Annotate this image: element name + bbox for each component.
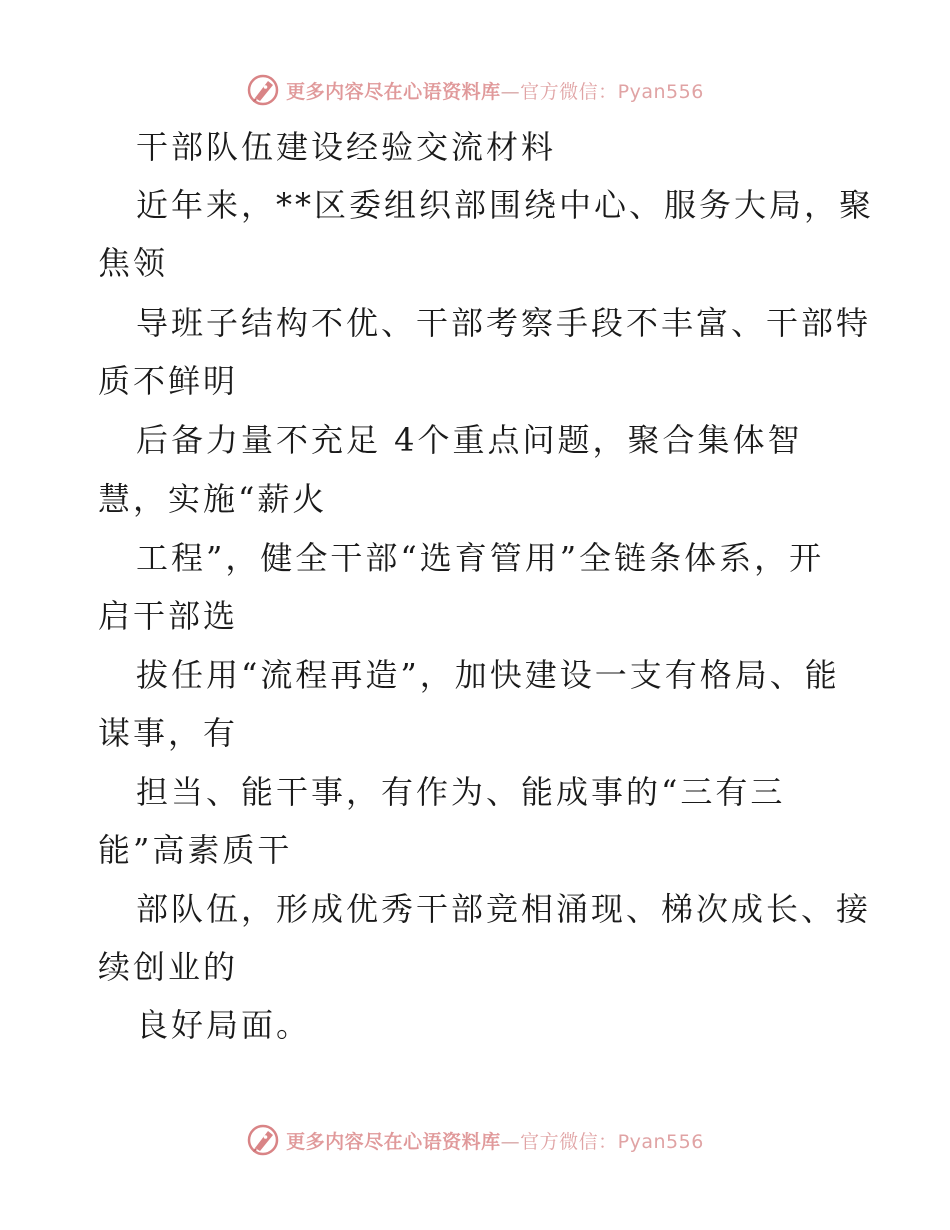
paragraph-line: 部队伍，形成优秀干部竞相涌现、梯次成长、接 bbox=[136, 890, 872, 928]
paragraph-line: 质不鲜明 bbox=[98, 362, 239, 400]
paragraph-line: 工程”，健全干部“选育管用”全链条体系，开 bbox=[136, 539, 825, 577]
paragraph-line: 续创业的 bbox=[98, 948, 239, 986]
watermark-site: 更多内容尽在心语资料库 bbox=[286, 1130, 501, 1153]
watermark-site: 更多内容尽在心语资料库 bbox=[286, 80, 501, 103]
paragraph-line: 担当、能干事，有作为、能成事的“三有三 bbox=[136, 773, 786, 811]
watermark-wechat: 官方微信：Pyan556 bbox=[520, 1130, 704, 1153]
paragraph-line: 能”高素质干 bbox=[98, 831, 293, 869]
paragraph-line: 慧，实施“薪火 bbox=[98, 480, 328, 518]
paragraph-line: 导班子结构不优、干部考察手段不丰富、干部特 bbox=[136, 304, 872, 342]
footer-watermark bbox=[0, 1120, 950, 1160]
paragraph-line: 良好局面。 bbox=[136, 1006, 312, 1044]
paragraph-line: 后备力量不充足 4个重点问题，聚合集体智 bbox=[136, 421, 803, 459]
paragraph-line: 近年来，**区委组织部围绕中心、服务大局，聚 bbox=[136, 186, 875, 224]
watermark-text bbox=[286, 77, 704, 104]
pen-nib-logo-icon bbox=[246, 1123, 280, 1157]
watermark-wechat: 官方微信：Pyan556 bbox=[520, 80, 704, 103]
watermark-separator: — bbox=[500, 80, 521, 103]
watermark-separator: — bbox=[500, 1130, 521, 1153]
watermark-text bbox=[286, 1127, 704, 1154]
paragraph-line: 启干部选 bbox=[98, 597, 239, 635]
paragraph-line: 焦领 bbox=[98, 244, 169, 282]
document-title: 干部队伍建设经验交流材料 bbox=[136, 128, 557, 166]
paragraph-line: 拔任用“流程再造”，加快建设一支有格局、能 bbox=[136, 656, 840, 694]
header-watermark bbox=[0, 70, 950, 110]
paragraph-line: 谋事，有 bbox=[98, 714, 239, 752]
pen-nib-logo-icon bbox=[246, 73, 280, 107]
